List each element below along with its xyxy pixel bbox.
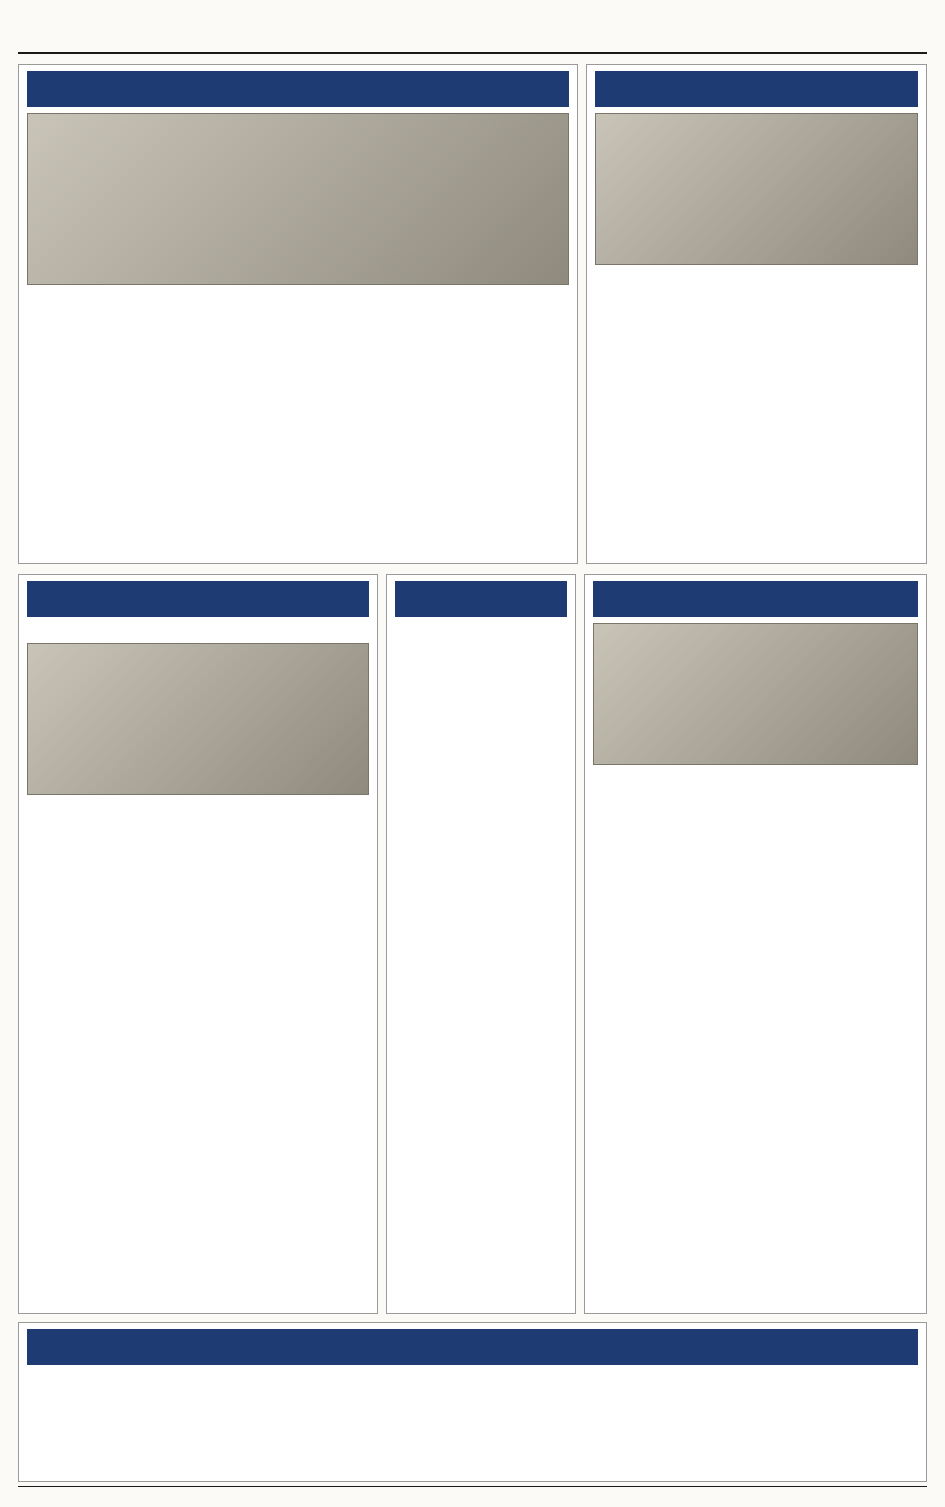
article-3 xyxy=(18,574,378,1314)
masthead xyxy=(18,8,927,54)
article-6 xyxy=(18,1322,927,1482)
lead-article-photo xyxy=(27,113,569,285)
article-3-headline xyxy=(27,581,369,617)
article-4-headline xyxy=(395,581,567,617)
article-3-photo xyxy=(27,643,369,795)
article-6-headline xyxy=(27,1329,918,1365)
lead-article-headline xyxy=(27,71,569,107)
side-article-photo xyxy=(595,113,918,265)
side-article-headline xyxy=(595,71,918,107)
article-4 xyxy=(386,574,576,1314)
side-article xyxy=(586,64,927,564)
article-5-photo xyxy=(593,623,918,765)
article-5-headline xyxy=(593,581,918,617)
article-3-subhead xyxy=(27,623,369,637)
lead-article xyxy=(18,64,578,564)
page-footer-rule xyxy=(18,1486,927,1499)
article-5 xyxy=(584,574,927,1314)
